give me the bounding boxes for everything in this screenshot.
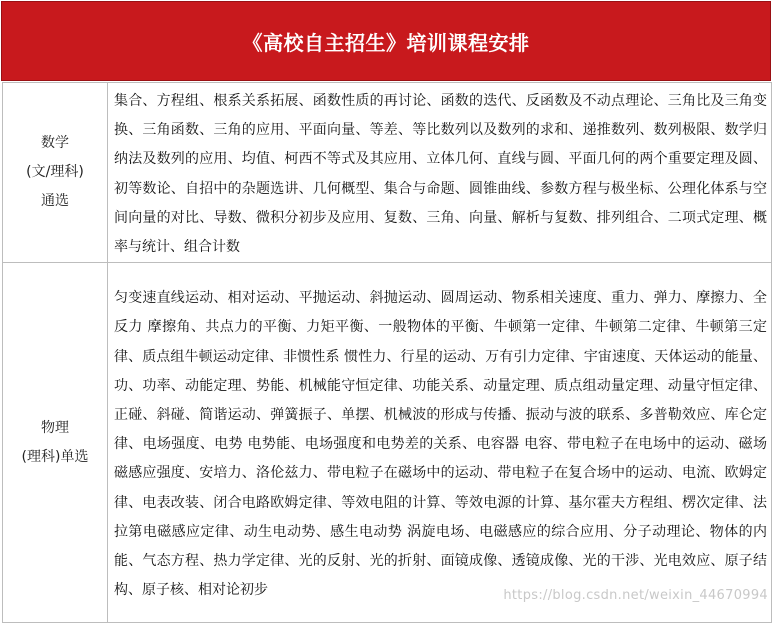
table-row-physics	[3, 263, 772, 623]
page-title: 《高校自主招生》培训课程安排	[1, 1, 771, 81]
subject-cell-math	[3, 83, 108, 263]
subject-label-line: (文/理科)	[26, 164, 84, 181]
syllabus-table	[2, 82, 772, 623]
subject-cell-physics	[3, 263, 108, 623]
subject-label-line: 物理	[41, 419, 69, 436]
subject-label-line: 通选	[41, 193, 69, 210]
table-row-math	[3, 83, 772, 263]
topics-cell-math: 集合、方程组、根系关系拓展、函数性质的再讨论、函数的迭代、反函数及不动点理论、三角比及三角变换、三角函数、三角的应用、平面向量、等差、等比数列以及数列的求和、递推数列、数列极限、数学归纳法及数列的应用、均值、柯西不等式及其应用、立体几何、直线与圆、平面几何的两个重要定理及圆、初等数论、自招中的杂题选讲、几何概型、集合与命题、圆锥曲线、参数方程与极坐标、公理化体系与空间向量的对比、导数、微积分初步及应用、复数、三角、向量、解析与复数、排列组合、二项式定理、概率与统计、组合计数	[108, 83, 772, 263]
subject-label-line: (理科)单选	[21, 448, 89, 465]
topics-cell-physics: 匀变速直线运动、相对运动、平抛运动、斜抛运动、圆周运动、物系相关速度、重力、弹力、摩擦力、全反力 摩擦角、共点力的平衡、力矩平衡、一般物体的平衡、牛顿第一定律、牛顿第二定律、牛顿第三定律、质点组牛顿运动定律、非惯性系 惯性力、行星的运动、万有引力定律、宇宙速度、天体运动的能量、功、功率、动能定理、势能、机械能守恒定律、功能关系、动量定理、质点组动量定理、动量守恒定律、正碰、斜碰、简谐运动、弹簧振子、单摆、机械波的形成与传播、振动与波的联系、多普勒效应、库仑定律、电场强度、电势 电势能、电场强度和电势差的关系、电容器 电容、带电粒子在电场中的运动、磁场 磁感应强度、安培力、洛伦兹力、带电粒子在磁场中的运动、带电粒子在复合场中的运动、电流、欧姆定律、电表改装、闭合电路欧姆定律、等效电阻的计算、等效电源的计算、基尔霍夫方程组、楞次定律、法拉第电磁感应定律、动生电动势、感生电动势 涡旋电场、电磁感应的综合应用、分子动理论、物体的内能、气态方程、热力学定律、光的反射、光的折射、面镜成像、透镜成像、光的干涉、光电效应、原子结构、原子核、相对论初步	[108, 263, 772, 623]
subject-label-line: 数学	[41, 135, 69, 152]
watermark-text: https://blog.csdn.net/weixin_44670994	[503, 588, 768, 603]
